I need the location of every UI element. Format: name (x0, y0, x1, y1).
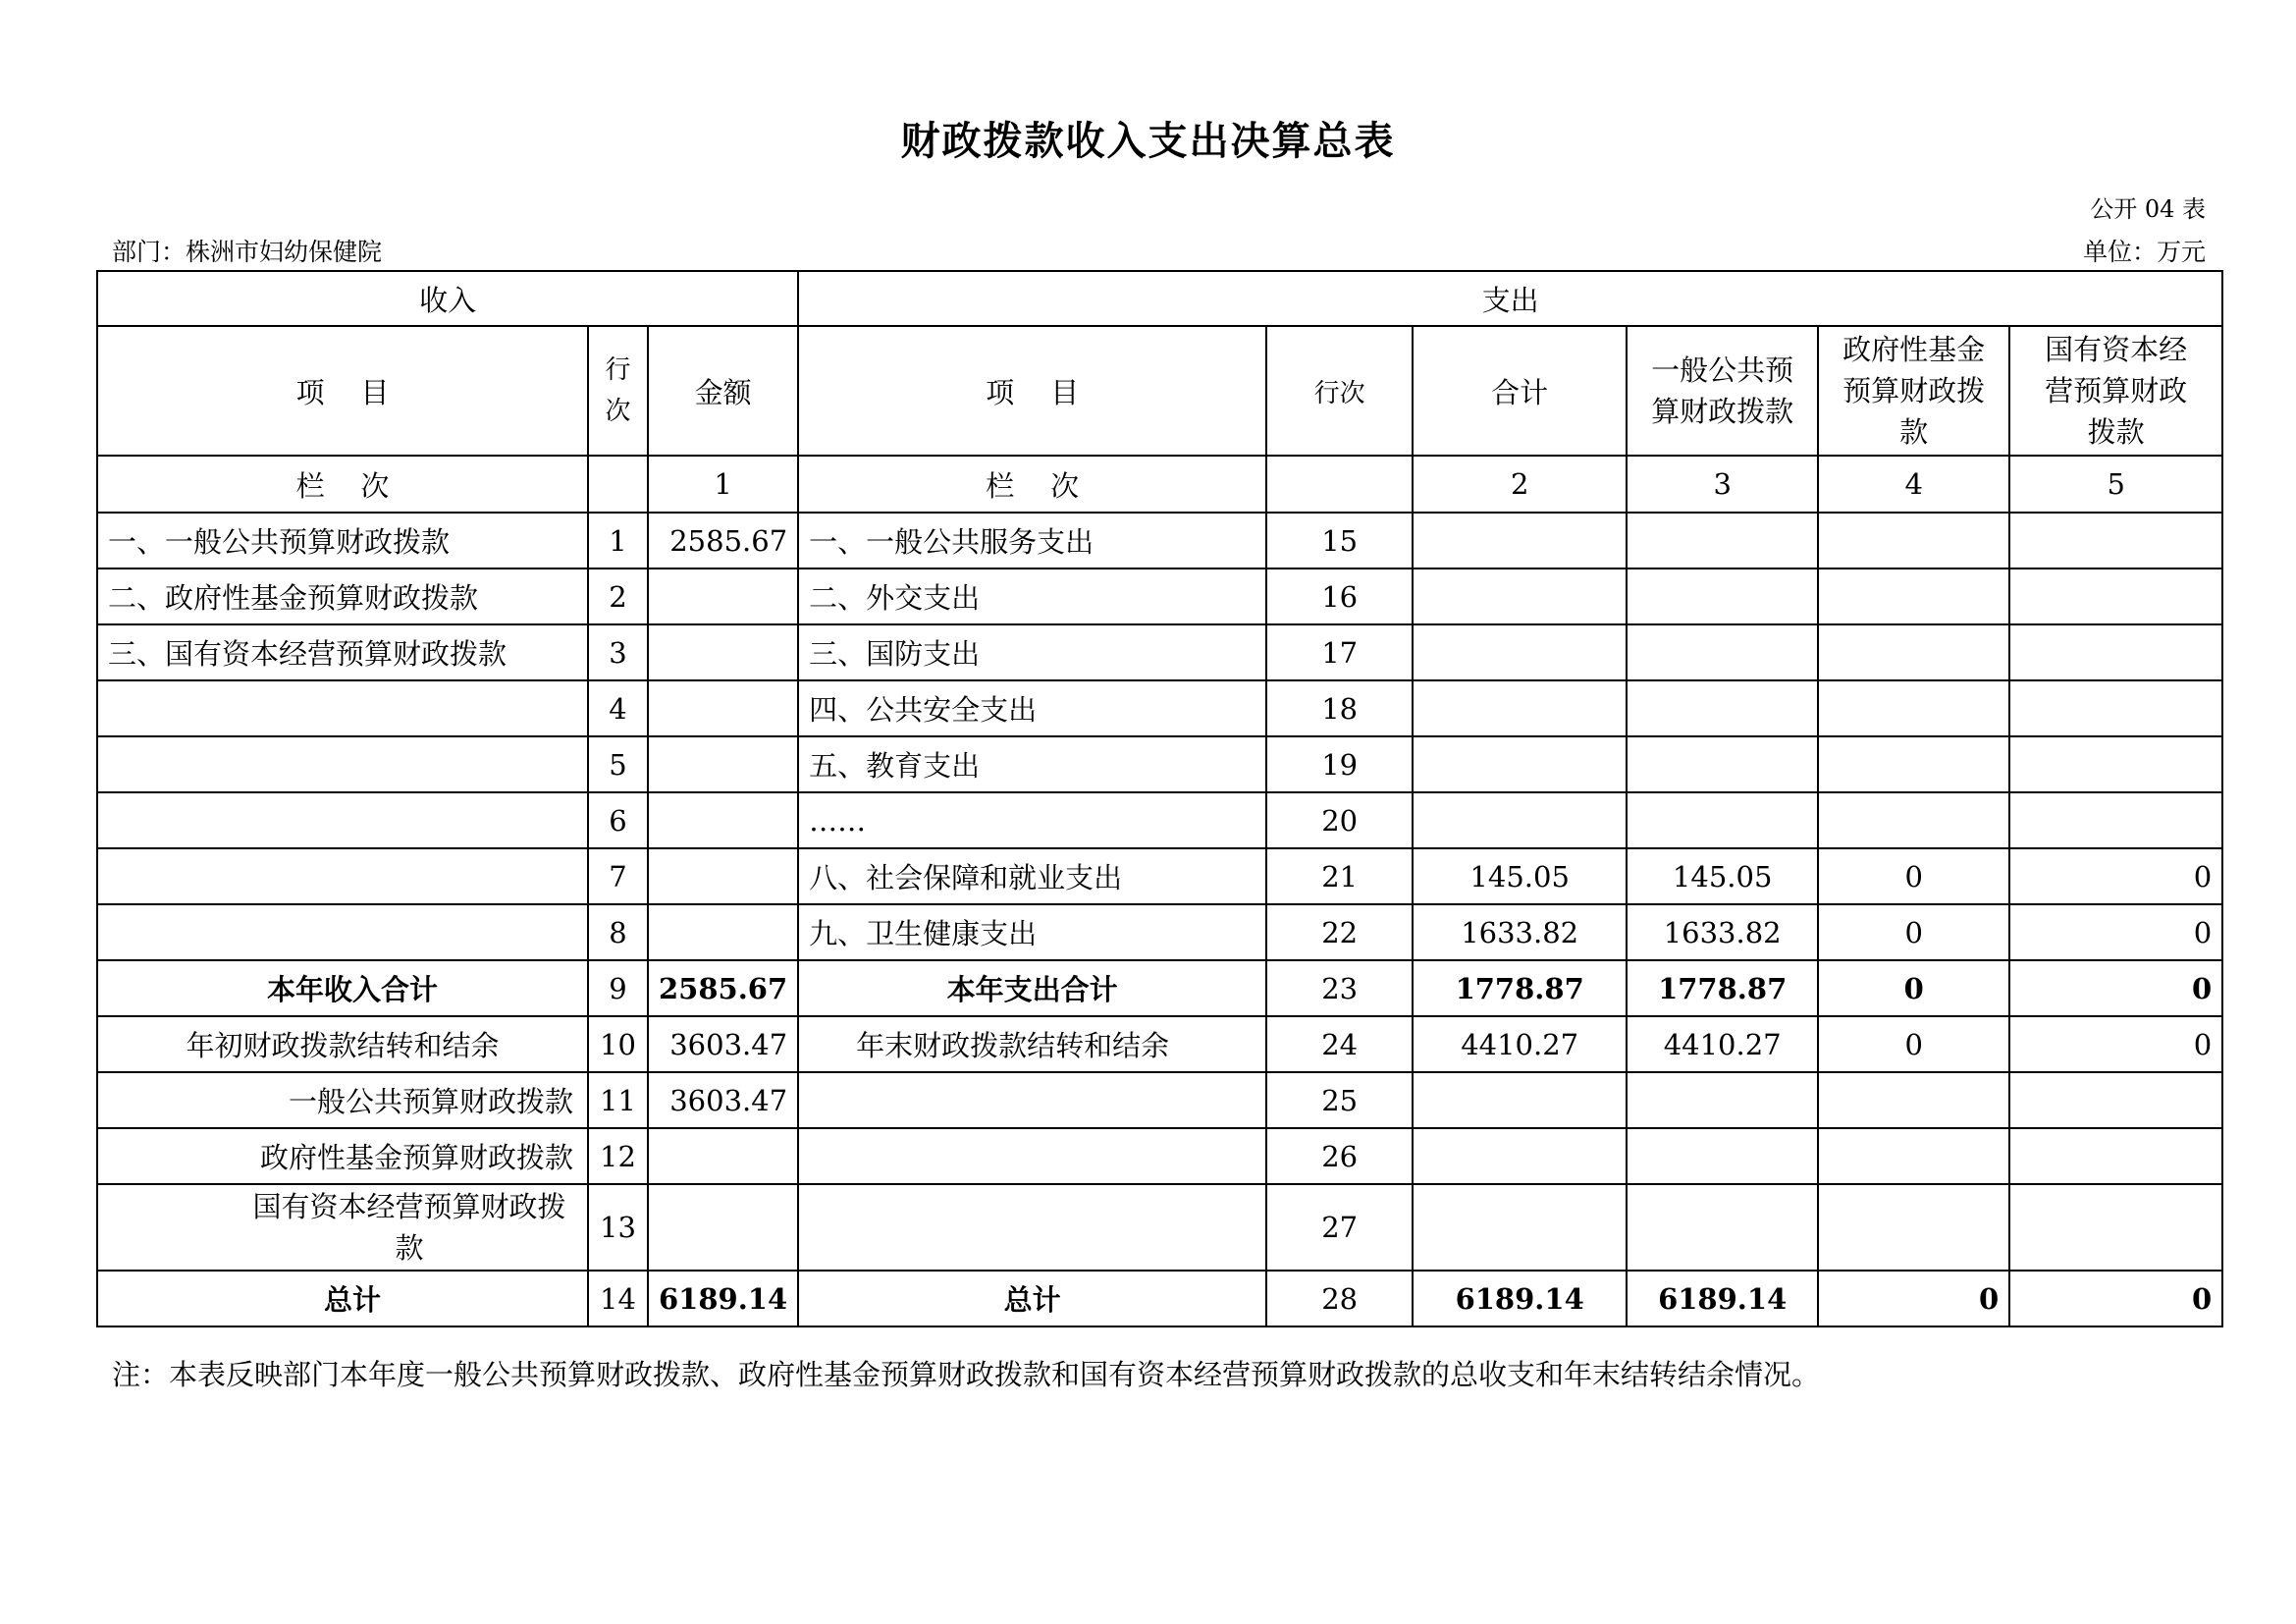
state-capital-cell: 0 (2009, 904, 2222, 960)
gov-fund-cell (1818, 736, 2009, 792)
state-capital-cell: 0 (2009, 1271, 2222, 1326)
table-row (97, 1128, 2222, 1184)
income-rank-cell: 12 (588, 1128, 648, 1184)
expense-rank-header: 行次 (1266, 326, 1413, 456)
income-amount-cell: 2585.67 (648, 960, 798, 1016)
general-budget-cell: 1778.87 (1627, 960, 1818, 1016)
gov-fund-cell (1818, 1072, 2009, 1128)
gov-fund-cell (1818, 1184, 2009, 1271)
table-row (97, 960, 2222, 1016)
table-row (97, 568, 2222, 624)
expense-rank-cell: 15 (1266, 513, 1413, 568)
income-item-cell: 本年收入合计 (97, 960, 588, 1016)
income-rank-cell: 7 (588, 848, 648, 904)
income-amount-cell (648, 568, 798, 624)
income-item-cell (97, 736, 588, 792)
general-budget-cell (1627, 792, 1818, 848)
income-section-header: 收入 (97, 271, 798, 326)
expense-section-header: 支出 (798, 271, 2222, 326)
col-index-3: 3 (1627, 456, 1818, 513)
header-row-columns (97, 326, 2222, 456)
income-item-cell: 二、政府性基金预算财政拨款 (97, 568, 588, 624)
income-item-cell (97, 792, 588, 848)
general-budget-cell: 6189.14 (1627, 1271, 1818, 1326)
gov-fund-cell: 0 (1818, 1271, 2009, 1326)
expense-rank-cell: 24 (1266, 1016, 1413, 1072)
page-title: 财政拨款收入支出决算总表 (900, 118, 1396, 164)
income-amount-cell: 6189.14 (648, 1271, 798, 1326)
state-capital-cell: 0 (2009, 1016, 2222, 1072)
state-capital-cell: 0 (2009, 848, 2222, 904)
income-item-cell (97, 848, 588, 904)
expense-item-cell: …… (798, 792, 1266, 848)
income-item-header: 项 目 (97, 326, 588, 456)
general-budget-cell (1627, 1072, 1818, 1128)
state-capital-cell (2009, 1128, 2222, 1184)
expense-total-cell (1413, 568, 1627, 624)
income-rank-cell: 11 (588, 1072, 648, 1128)
expense-item-cell: 总计 (798, 1271, 1266, 1326)
table-row (97, 1016, 2222, 1072)
income-rank-cell: 3 (588, 624, 648, 680)
income-rank-header: 行次 (588, 326, 648, 456)
expense-item-cell: 四、公共安全支出 (798, 680, 1266, 736)
table-row (97, 1271, 2222, 1326)
general-budget-cell: 145.05 (1627, 848, 1818, 904)
gov-fund-cell: 0 (1818, 960, 2009, 1016)
income-amount-cell (648, 792, 798, 848)
empty-cell (1266, 456, 1413, 513)
gov-fund-cell (1818, 1128, 2009, 1184)
state-capital-cell (2009, 568, 2222, 624)
table-row (97, 904, 2222, 960)
general-budget-cell (1627, 1128, 1818, 1184)
income-column-label: 栏 次 (97, 456, 588, 513)
expense-total-cell (1413, 1184, 1627, 1271)
income-rank-cell: 14 (588, 1271, 648, 1326)
income-item-cell (97, 680, 588, 736)
income-item-cell (97, 904, 588, 960)
expense-rank-cell: 23 (1266, 960, 1413, 1016)
unit-label: 单位：万元 (2082, 238, 2206, 266)
income-rank-cell: 5 (588, 736, 648, 792)
expense-total-cell: 1633.82 (1413, 904, 1627, 960)
income-item-cell: 总计 (97, 1271, 588, 1326)
expense-rank-cell: 17 (1266, 624, 1413, 680)
general-budget-cell: 1633.82 (1627, 904, 1818, 960)
empty-cell (588, 456, 648, 513)
expense-item-cell: 二、外交支出 (798, 568, 1266, 624)
expense-item-header: 项 目 (798, 326, 1266, 456)
expense-total-cell (1413, 1072, 1627, 1128)
expense-item-cell: 年末财政拨款结转和结余 (798, 1016, 1266, 1072)
amount-header: 金额 (648, 326, 798, 456)
general-budget-cell (1627, 680, 1818, 736)
expense-item-cell: 三、国防支出 (798, 624, 1266, 680)
expense-item-cell (798, 1128, 1266, 1184)
column-index-row (97, 456, 2222, 513)
general-budget-cell: 4410.27 (1627, 1016, 1818, 1072)
expense-total-cell (1413, 736, 1627, 792)
expense-column-label: 栏 次 (798, 456, 1266, 513)
fiscal-summary-table (96, 270, 2223, 1327)
expense-item-cell: 一、一般公共服务支出 (798, 513, 1266, 568)
general-budget-cell (1627, 736, 1818, 792)
general-budget-cell (1627, 513, 1818, 568)
gov-fund-cell (1818, 568, 2009, 624)
income-amount-cell (648, 848, 798, 904)
expense-total-cell (1413, 1128, 1627, 1184)
header-row-sections (97, 271, 2222, 326)
expense-rank-cell: 27 (1266, 1184, 1413, 1271)
expense-rank-cell: 28 (1266, 1271, 1413, 1326)
expense-item-cell: 本年支出合计 (798, 960, 1266, 1016)
table-row (97, 1072, 2222, 1128)
expense-total-cell (1413, 680, 1627, 736)
expense-total-cell: 1778.87 (1413, 960, 1627, 1016)
table-row (97, 1184, 2222, 1271)
col-index-4: 4 (1818, 456, 2009, 513)
gov-fund-cell (1818, 680, 2009, 736)
expense-rank-cell: 25 (1266, 1072, 1413, 1128)
state-capital-cell: 0 (2009, 960, 2222, 1016)
income-rank-cell: 6 (588, 792, 648, 848)
income-rank-cell: 1 (588, 513, 648, 568)
table-row (97, 736, 2222, 792)
income-rank-cell: 9 (588, 960, 648, 1016)
income-rank-cell: 10 (588, 1016, 648, 1072)
state-capital-cell (2009, 513, 2222, 568)
state-capital-cell (2009, 680, 2222, 736)
expense-rank-cell: 22 (1266, 904, 1413, 960)
general-budget-header: 一般公共预算财政拨款 (1627, 326, 1818, 456)
income-rank-cell: 2 (588, 568, 648, 624)
table-row (97, 848, 2222, 904)
col-index-1: 1 (648, 456, 798, 513)
state-capital-cell (2009, 736, 2222, 792)
col-index-2: 2 (1413, 456, 1627, 513)
table-row (97, 792, 2222, 848)
income-amount-cell (648, 904, 798, 960)
general-budget-cell (1627, 1184, 1818, 1271)
expense-rank-cell: 19 (1266, 736, 1413, 792)
income-amount-cell (648, 736, 798, 792)
state-capital-header: 国有资本经营预算财政拨款 (2009, 326, 2222, 456)
general-budget-cell (1627, 624, 1818, 680)
expense-total-cell: 145.05 (1413, 848, 1627, 904)
income-item-cell: 一般公共预算财政拨款 (97, 1072, 588, 1128)
expense-rank-cell: 18 (1266, 680, 1413, 736)
expense-total-cell (1413, 513, 1627, 568)
income-rank-cell: 8 (588, 904, 648, 960)
income-amount-cell: 3603.47 (648, 1072, 798, 1128)
total-header: 合计 (1413, 326, 1627, 456)
expense-total-cell: 4410.27 (1413, 1016, 1627, 1072)
expense-item-cell: 八、社会保障和就业支出 (798, 848, 1266, 904)
income-amount-cell (648, 624, 798, 680)
expense-rank-cell: 16 (1266, 568, 1413, 624)
expense-item-cell: 九、卫生健康支出 (798, 904, 1266, 960)
table-row (97, 680, 2222, 736)
gov-fund-cell: 0 (1818, 904, 2009, 960)
expense-total-cell (1413, 792, 1627, 848)
income-item-cell: 政府性基金预算财政拨款 (97, 1128, 588, 1184)
income-rank-cell: 4 (588, 680, 648, 736)
income-amount-cell: 2585.67 (648, 513, 798, 568)
state-capital-cell (2009, 1072, 2222, 1128)
income-rank-cell: 13 (588, 1184, 648, 1271)
table-row (97, 513, 2222, 568)
state-capital-cell (2009, 792, 2222, 848)
expense-rank-cell: 20 (1266, 792, 1413, 848)
income-amount-cell: 3603.47 (648, 1016, 798, 1072)
income-item-cell: 年初财政拨款结转和结余 (97, 1016, 588, 1072)
form-number: 公开 04 表 (2090, 195, 2206, 223)
department-label: 部门：株洲市妇幼保健院 (112, 238, 383, 266)
income-amount-cell (648, 680, 798, 736)
expense-item-cell (798, 1184, 1266, 1271)
state-capital-cell (2009, 1184, 2222, 1271)
gov-fund-header: 政府性基金预算财政拨款 (1818, 326, 2009, 456)
expense-item-cell: 五、教育支出 (798, 736, 1266, 792)
col-index-5: 5 (2009, 456, 2222, 513)
state-capital-cell (2009, 624, 2222, 680)
table-row (97, 624, 2222, 680)
expense-total-cell: 6189.14 (1413, 1271, 1627, 1326)
income-amount-cell (648, 1128, 798, 1184)
gov-fund-cell: 0 (1818, 848, 2009, 904)
income-amount-cell (648, 1184, 798, 1271)
expense-rank-cell: 21 (1266, 848, 1413, 904)
expense-total-cell (1413, 624, 1627, 680)
gov-fund-cell (1818, 624, 2009, 680)
general-budget-cell (1627, 568, 1818, 624)
expense-item-cell (798, 1072, 1266, 1128)
gov-fund-cell: 0 (1818, 1016, 2009, 1072)
income-item-cell: 国有资本经营预算财政拨款 (97, 1184, 588, 1271)
gov-fund-cell (1818, 792, 2009, 848)
gov-fund-cell (1818, 513, 2009, 568)
income-item-cell: 三、国有资本经营预算财政拨款 (97, 624, 588, 680)
footnote: 注：本表反映部门本年度一般公共预算财政拨款、政府性基金预算财政拨款和国有资本经营预算财政拨款的总收支和年末结转结余情况。 (112, 1358, 1821, 1391)
expense-rank-cell: 26 (1266, 1128, 1413, 1184)
income-item-cell: 一、一般公共预算财政拨款 (97, 513, 588, 568)
